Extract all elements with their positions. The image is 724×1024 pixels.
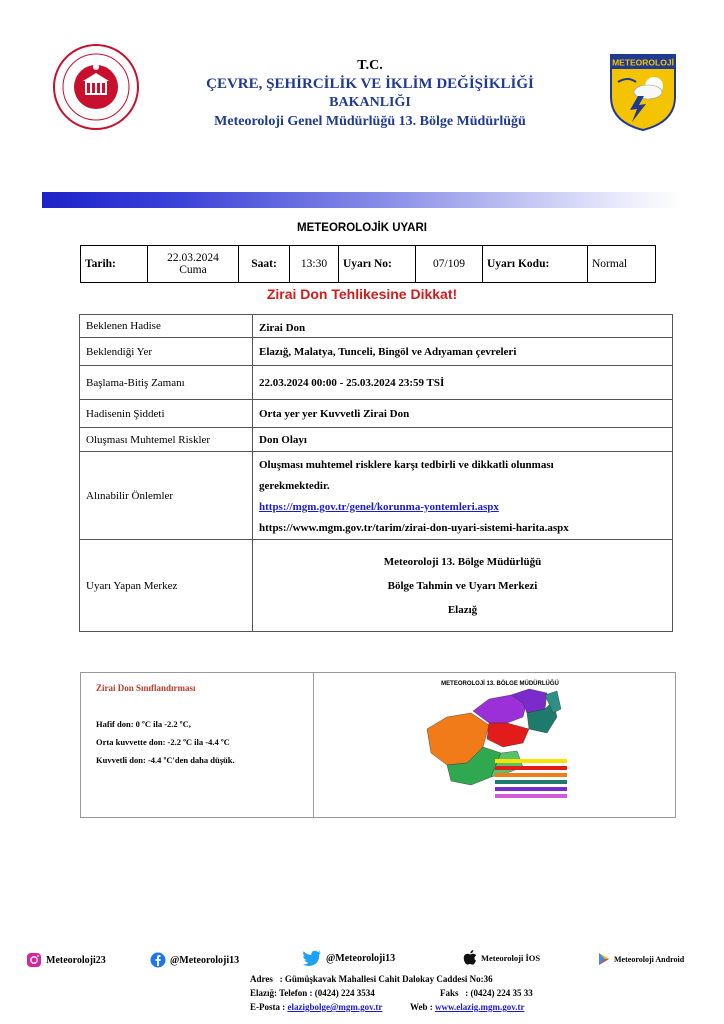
web-link[interactable]: www.elazig.mgm.gov.tr	[435, 1002, 525, 1012]
place-label: Beklendiği Yer	[80, 338, 253, 366]
date-label: Tarih:	[81, 246, 148, 283]
email-link[interactable]: elazigbolge@mgm.gov.tr	[287, 1002, 383, 1012]
meteoroloji-logo	[608, 52, 678, 132]
center-label: Uyarı Yapan Merkez	[80, 540, 253, 632]
severity-value: Orta yer yer Kuvvetli Zirai Don	[253, 400, 673, 428]
frost-map	[407, 673, 593, 813]
classification-strong: Kuvvetli don: -4.4 ºC'den daha düşük.	[96, 755, 235, 765]
android-app[interactable]	[598, 952, 684, 966]
frost-map-url: https://www.mgm.gov.tr/tarim/zirai-don-uyari-sistemi-harita.aspx	[259, 521, 569, 534]
warning-details-table	[79, 314, 673, 632]
center-line3: Elazığ	[447, 603, 478, 616]
fax-label: Faks	[440, 988, 459, 998]
warning-no-label: Uyarı No:	[339, 246, 416, 283]
google-play-icon	[598, 952, 610, 966]
twitter-icon	[302, 950, 322, 966]
severity-label: Hadisenin Şiddeti	[80, 400, 253, 428]
twitter-handle[interactable]	[302, 950, 395, 966]
alert-title: Zirai Don Tehlikesine Dikkat!	[266, 286, 458, 302]
android-text: Meteoroloji Android	[614, 954, 685, 964]
header-ministry-line1: ÇEVRE, ŞEHİRCİLİK VE İKLİM DEĞİŞİKLİĞİ	[206, 76, 534, 92]
classification-legend	[81, 673, 314, 817]
phone-label: Elazığ: Telefon :	[250, 988, 313, 998]
period-value: 22.03.2024 00:00 - 25.03.2024 23:59 TSİ	[253, 366, 673, 400]
event-value: Zirai Don	[253, 315, 673, 338]
frost-classification-box	[80, 672, 676, 818]
measures-line2: gerekmektedir.	[259, 479, 330, 492]
warning-no-value: 07/109	[416, 246, 483, 283]
header-ministry-line2: BAKANLIĞI	[329, 95, 411, 110]
center-cell	[253, 540, 673, 632]
classification-light: Hafif don: 0 ºC ila -2.2 ºC,	[96, 719, 191, 729]
facebook-icon	[150, 952, 166, 968]
apple-icon	[463, 950, 477, 966]
header-directorate: Meteoroloji Genel Müdürlüğü 13. Bölge Müdürlüğü	[214, 114, 526, 129]
address-label: Adres	[250, 974, 273, 984]
protection-methods-link[interactable]: https://mgm.gov.tr/genel/korunma-yontemleri.aspx	[259, 500, 499, 513]
twitter-text: @Meteoroloji13	[326, 952, 396, 964]
instagram-icon	[26, 952, 42, 968]
risks-value: Don Olayı	[253, 428, 673, 452]
phone-value: (0424) 224 3534	[314, 988, 375, 998]
measures-line1: Oluşması muhtemel risklere karşı tedbirli ve dikkatli olunması	[259, 458, 554, 471]
time-value: 13:30	[290, 246, 339, 283]
facebook-text: @Meteoroloji13	[170, 954, 240, 966]
footer-address	[250, 974, 493, 984]
instagram-handle[interactable]	[26, 952, 106, 968]
warning-code-label: Uyarı Kodu:	[483, 246, 588, 283]
web-label: Web :	[410, 1002, 433, 1012]
ministry-seal-logo	[52, 43, 140, 131]
warning-code-value: Normal	[588, 246, 656, 283]
address-value: : Gümüşkavak Mahallesi Cahit Dalokay Caddesi No:36	[279, 974, 493, 984]
place-value: Elazığ, Malatya, Tunceli, Bingöl ve Adıyaman çevreleri	[253, 338, 673, 366]
measures-label: Alınabilir Önlemler	[80, 452, 253, 540]
classification-medium: Orta kuvvette don: -2.2 ºC ila -4.4 ºC	[96, 737, 230, 747]
map-title: METEOROLOJİ 13. BÖLGE MÜDÜRLÜĞÜ	[407, 673, 593, 689]
period-label: Başlama-Bitiş Zamanı	[80, 366, 253, 400]
ios-app[interactable]	[463, 950, 540, 966]
warning-info-table	[80, 245, 656, 283]
meteoroloji-logo-text: METEOROLOJİ	[612, 57, 674, 68]
fax-value: : (0424) 224 35 33	[465, 988, 533, 998]
header-gradient-bar	[42, 192, 682, 208]
center-line2: Bölge Tahmin ve Uyarı Merkezi	[387, 579, 538, 592]
date-cell	[148, 246, 239, 283]
ios-text: Meteoroloji İOS	[481, 953, 541, 963]
measures-cell	[253, 452, 673, 540]
footer-email-web	[250, 1002, 525, 1012]
email-label: E-Posta :	[250, 1002, 286, 1012]
time-label: Saat:	[239, 246, 290, 283]
date-value: 22.03.2024	[167, 252, 219, 264]
classification-title: Zirai Don Sınıflandırması	[96, 683, 196, 693]
footer-phone-fax	[250, 988, 533, 998]
header-tc: T.C.	[357, 58, 383, 73]
document-title: METEOROLOJİK UYARI	[297, 222, 427, 234]
instagram-text: Meteoroloji23	[46, 954, 106, 966]
facebook-handle[interactable]	[150, 952, 239, 968]
risks-label: Oluşması Muhtemel Riskler	[80, 428, 253, 452]
center-line1: Meteoroloji 13. Bölge Müdürlüğü	[383, 555, 542, 568]
event-label: Beklenen Hadise	[80, 315, 253, 338]
day-value: Cuma	[179, 264, 207, 276]
